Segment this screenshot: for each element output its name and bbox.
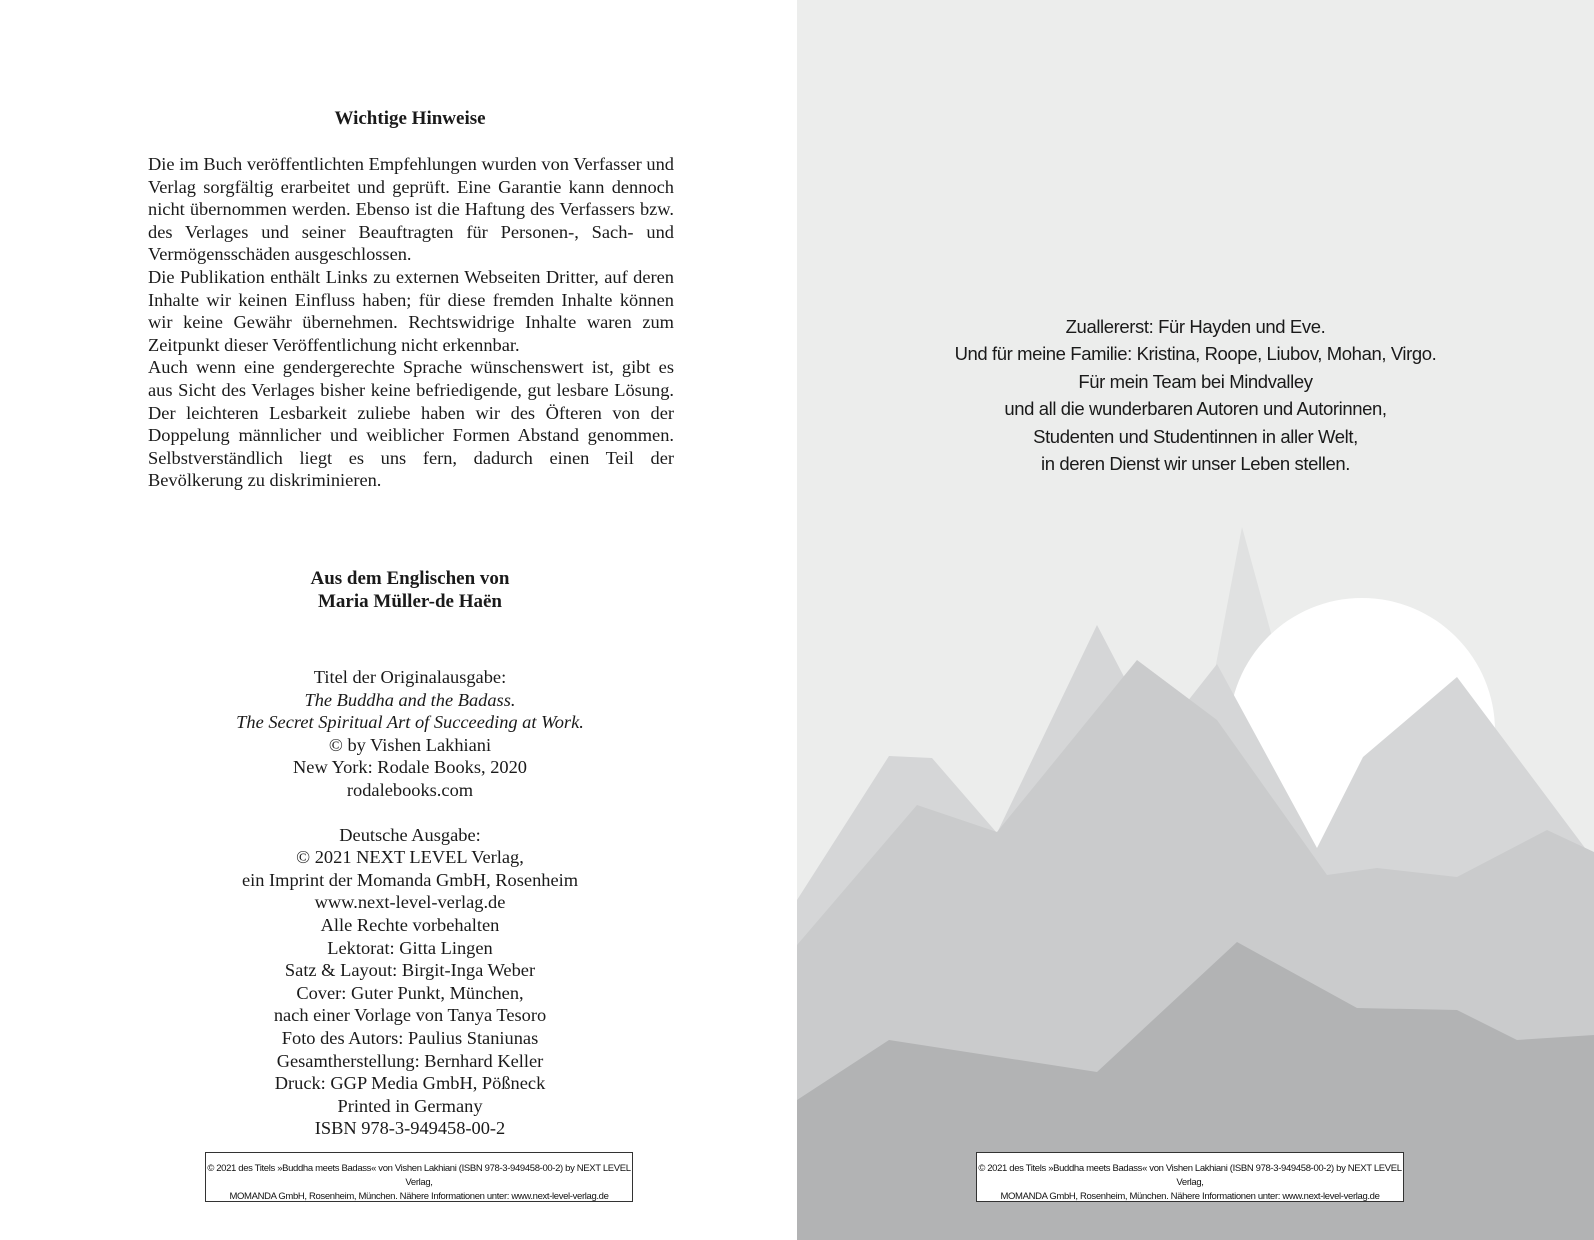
original-title-2: The Secret Spiritual Art of Succeeding at Work. xyxy=(236,712,584,733)
german-edition-line: © 2021 NEXT LEVEL Verlag, xyxy=(296,847,524,868)
translator-credit xyxy=(0,568,820,613)
notice-paragraph-2: Die Publikation enthält Links zu externen Webseiten Dritter, auf deren Inhalte wir keinen Einfluss haben; für diese fremden Inhalte können wir keine Gewähr übernehmen. Rechtswidrige Inhalte waren zum Zeitpunkt dieser Veröffentlichung nicht erkennbar. xyxy=(148,266,674,355)
translator-name: Maria Müller-de Haën xyxy=(318,590,502,612)
german-edition-line: Druck: GGP Media GmbH, Pößneck xyxy=(274,1073,546,1094)
translator-label: Aus dem Englischen von xyxy=(310,568,510,589)
dedication-line: Zuallererst: Für Hayden und Eve. xyxy=(1065,316,1326,337)
german-edition-line: nach einer Vorlage von Tanya Tesoro xyxy=(273,1005,547,1026)
notice-paragraph-1: Die im Buch veröffentlichten Empfehlungen wurden von Verfasser und Verlag sorgfältig erarbeitet und geprüft. Eine Garantie kann dennoch nicht übernommen werden. Ebenso ist die Haftung des Verfassers bzw. des Verlages und seiner Beauftragten für Personen-, Sach- und Vermögensschäden ausgeschlossen. xyxy=(148,154,674,265)
copyright-box xyxy=(205,1152,633,1202)
german-edition-line: www.next-level-verlag.de xyxy=(314,892,506,913)
dedication-line: Studenten und Studentinnen in aller Welt, xyxy=(1033,425,1358,447)
isbn: ISBN 978-3-949458-00-2 xyxy=(314,1118,506,1139)
copyright-box xyxy=(976,1152,1404,1202)
original-title-1: The Buddha and the Badass. xyxy=(304,689,516,710)
german-edition-line: Deutsche Ausgabe: xyxy=(339,824,481,845)
right-page xyxy=(797,0,1594,1240)
notice-paragraph-3: Auch wenn eine gendergerechte Sprache wünschenswert ist, gibt es aus Sicht des Verlages bisher keine befriedigende, gut lesbare Lösung. Der leichteren Lesbarkeit zuliebe haben wir des Öfteren von der Doppelung männlicher und weiblicher Formen Abstand genommen. Selbstverständlich liegt es uns fern, dadurch einen Teil der Bevölkerung zu diskriminieren. xyxy=(148,357,674,491)
german-edition-line: Gesamtherstellung: Bernhard Keller xyxy=(276,1050,544,1071)
notice-title: Wichtige Hinweise xyxy=(334,108,486,129)
copyright-line-2: MOMANDA GmbH, Rosenheim, München. Nähere Informationen unter: www.next-level-verlag.de xyxy=(229,1191,609,1202)
copyright-line-2: MOMANDA GmbH, Rosenheim, München. Nähere Informationen unter: www.next-level-verlag.de xyxy=(1000,1191,1380,1202)
dedication-line: und all die wunderbaren Autoren und Autorinnen, xyxy=(1004,398,1387,420)
german-edition-line: ein Imprint der Momanda GmbH, Rosenheim xyxy=(241,869,579,890)
dedication-line: Und für meine Familie: Kristina, Roope, Liubov, Mohan, Virgo. xyxy=(954,343,1437,365)
dedication xyxy=(797,313,1594,477)
german-edition-line: Printed in Germany xyxy=(337,1095,483,1116)
dedication-line: in deren Dienst wir unser Leben stellen. xyxy=(1041,453,1350,475)
german-edition-line: Satz & Layout: Birgit-Inga Weber xyxy=(284,960,536,981)
notice-text xyxy=(148,153,674,492)
copyright-line-1: © 2021 des Titels »Buddha meets Badass« von Vishen Lakhiani (ISBN 978-3-949458-00-2) by NEXT LEVEL Verlag, xyxy=(207,1163,631,1188)
original-copyright: © by Vishen Lakhiani xyxy=(328,734,492,755)
original-publisher: New York: Rodale Books, 2020 xyxy=(293,757,527,778)
original-website: rodalebooks.com xyxy=(346,779,474,800)
dedication-line: Für mein Team bei Mindvalley xyxy=(1078,370,1313,392)
german-edition-line: Alle Rechte vorbehalten xyxy=(320,914,500,935)
spacer xyxy=(0,802,820,824)
original-label: Titel der Originalausgabe: xyxy=(313,667,507,687)
german-edition-line: Cover: Guter Punkt, München, xyxy=(296,982,524,1003)
german-edition-line: Foto des Autors: Paulius Staniunas xyxy=(281,1027,539,1048)
german-edition-line: Lektorat: Gitta Lingen xyxy=(327,937,493,958)
mountain-illustration xyxy=(797,0,1594,1240)
copyright-line-1: © 2021 des Titels »Buddha meets Badass« von Vishen Lakhiani (ISBN 978-3-949458-00-2) by NEXT LEVEL Verlag, xyxy=(978,1163,1402,1188)
imprint-credits xyxy=(0,666,820,1140)
